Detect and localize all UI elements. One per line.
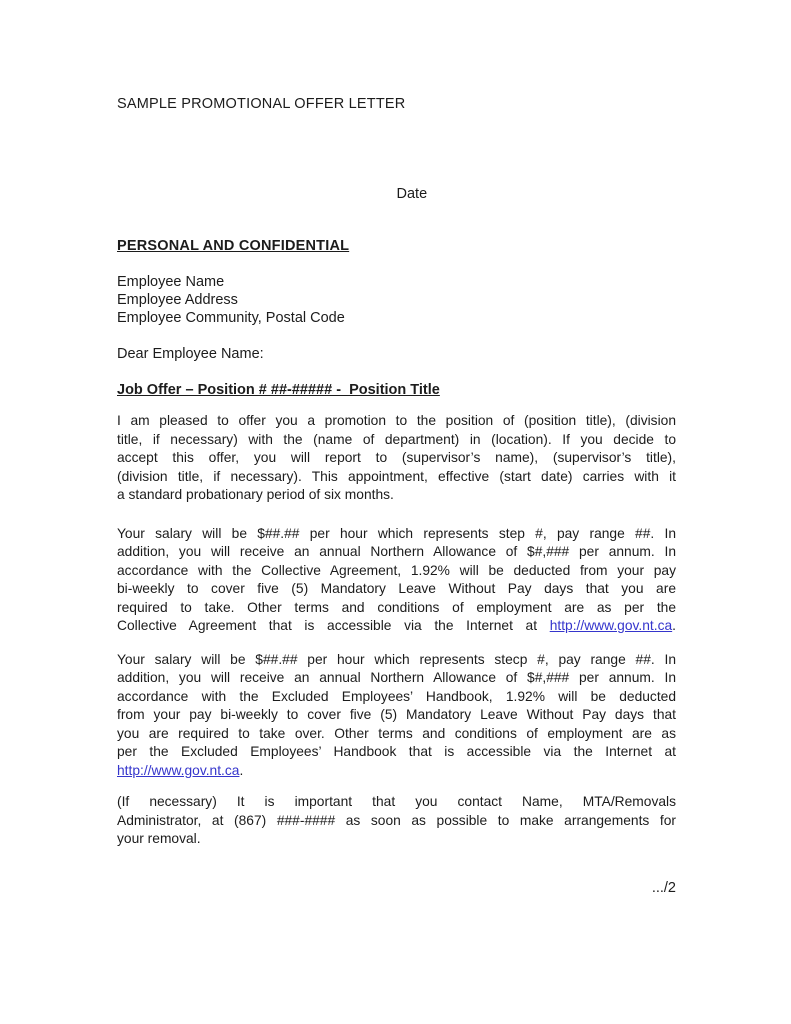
paragraph-line: [117, 580, 676, 599]
paragraph-line: [117, 669, 676, 688]
gov-nt-link[interactable]: http://www.gov.nt.ca: [549, 618, 673, 633]
text-run: I am pleased to offer you a promotion to the position of (position title), (division: [117, 413, 676, 428]
text-run: your removal.: [117, 831, 201, 846]
paragraph-line: [117, 812, 676, 831]
recipient-address: Employee Address: [117, 292, 238, 308]
paragraph-3: [117, 651, 676, 781]
paragraph-line: [117, 468, 676, 487]
text-run: addition, you will receive an annual Northern Allowance of $#,### per annum. In: [117, 544, 676, 559]
text-run: accept this offer, you will report to (supervisor’s name), (supervisor’s title),: [117, 450, 676, 465]
subject-heading: Job Offer – Position # ##-##### - Position Title: [117, 382, 440, 398]
paragraph-line: [117, 431, 676, 450]
paragraph-line: [117, 651, 676, 670]
text-run: .: [239, 762, 244, 778]
recipient-name: Employee Name: [117, 274, 225, 290]
confidential-heading: PERSONAL AND CONFIDENTIAL: [117, 238, 350, 254]
letter-paragraphs: [117, 412, 676, 849]
paragraph-4: [117, 793, 676, 849]
paragraph-line: [117, 525, 676, 544]
paragraph-line: [117, 562, 676, 581]
text-run: title, if necessary) with the (name of department) in (location). If you decide to: [117, 431, 676, 447]
text-run: per the Excluded Employees’ Handbook that is accessible via the Internet at: [117, 744, 676, 759]
text-run: required to take. Other terms and conditions of employment are as per the: [117, 599, 676, 615]
text-run: you are required to take over. Other terms and conditions of employment are as: [117, 725, 676, 741]
salutation: Dear Employee Name:: [117, 346, 264, 362]
text-run: (If necessary) It is important that you contact Name, MTA/Removals: [117, 794, 676, 809]
date-line: [117, 185, 676, 203]
paragraph-line: [117, 412, 676, 431]
paragraph-line: [117, 762, 676, 781]
paragraph-line: [117, 725, 676, 744]
date-placeholder: Date: [396, 186, 428, 202]
paragraph-line: [117, 743, 676, 762]
text-run: Administrator, at (867) ###-#### as soon as possible to make arrangements for: [117, 812, 676, 828]
paragraph-line: [117, 688, 676, 707]
text-run: addition, you will receive an annual Northern Allowance of $#,### per annum. In: [117, 670, 676, 685]
text-run: from your pay bi-weekly to cover five (5) Mandatory Leave Without Pay days that: [117, 707, 676, 722]
text-run: Collective Agreement that is accessible via the Internet at: [117, 618, 550, 633]
text-run: Your salary will be $##.## per hour which represents step #, pay range ##. In: [117, 525, 676, 541]
text-run: .: [672, 618, 676, 633]
document-title: SAMPLE PROMOTIONAL OFFER LETTER: [117, 96, 406, 112]
paragraph-line: [117, 617, 676, 636]
paragraph-line: [117, 486, 676, 505]
paragraph-1: [117, 412, 676, 505]
paragraph-line: [117, 449, 676, 468]
text-run: Your salary will be $##.## per hour which represents stecp #, pay range ##. In: [117, 651, 676, 667]
paragraph-2: [117, 525, 676, 636]
text-run: accordance with the Collective Agreement, 1.92% will be deducted from your pay: [117, 562, 676, 578]
paragraph-line: [117, 599, 676, 618]
recipient-community: Employee Community, Postal Code: [117, 310, 345, 326]
paragraph-line: [117, 706, 676, 725]
letter-content: [117, 95, 676, 897]
paragraph-line: [117, 830, 676, 849]
paragraph-line: [117, 793, 676, 812]
gov-nt-link[interactable]: http://www.gov.nt.ca: [117, 762, 240, 778]
text-run: accordance with the Excluded Employees’ Handbook, 1.92% will be deducted: [117, 688, 676, 704]
text-run: (division title, if necessary). This appointment, effective (start date) carries with it: [117, 468, 676, 484]
text-run: bi-weekly to cover five (5) Mandatory Leave Without Pay days that you are: [117, 581, 676, 596]
recipient-block: [117, 273, 676, 327]
text-run: a standard probationary period of six months.: [117, 487, 394, 502]
page-marker: .../2: [651, 879, 676, 896]
paragraph-line: [117, 543, 676, 562]
